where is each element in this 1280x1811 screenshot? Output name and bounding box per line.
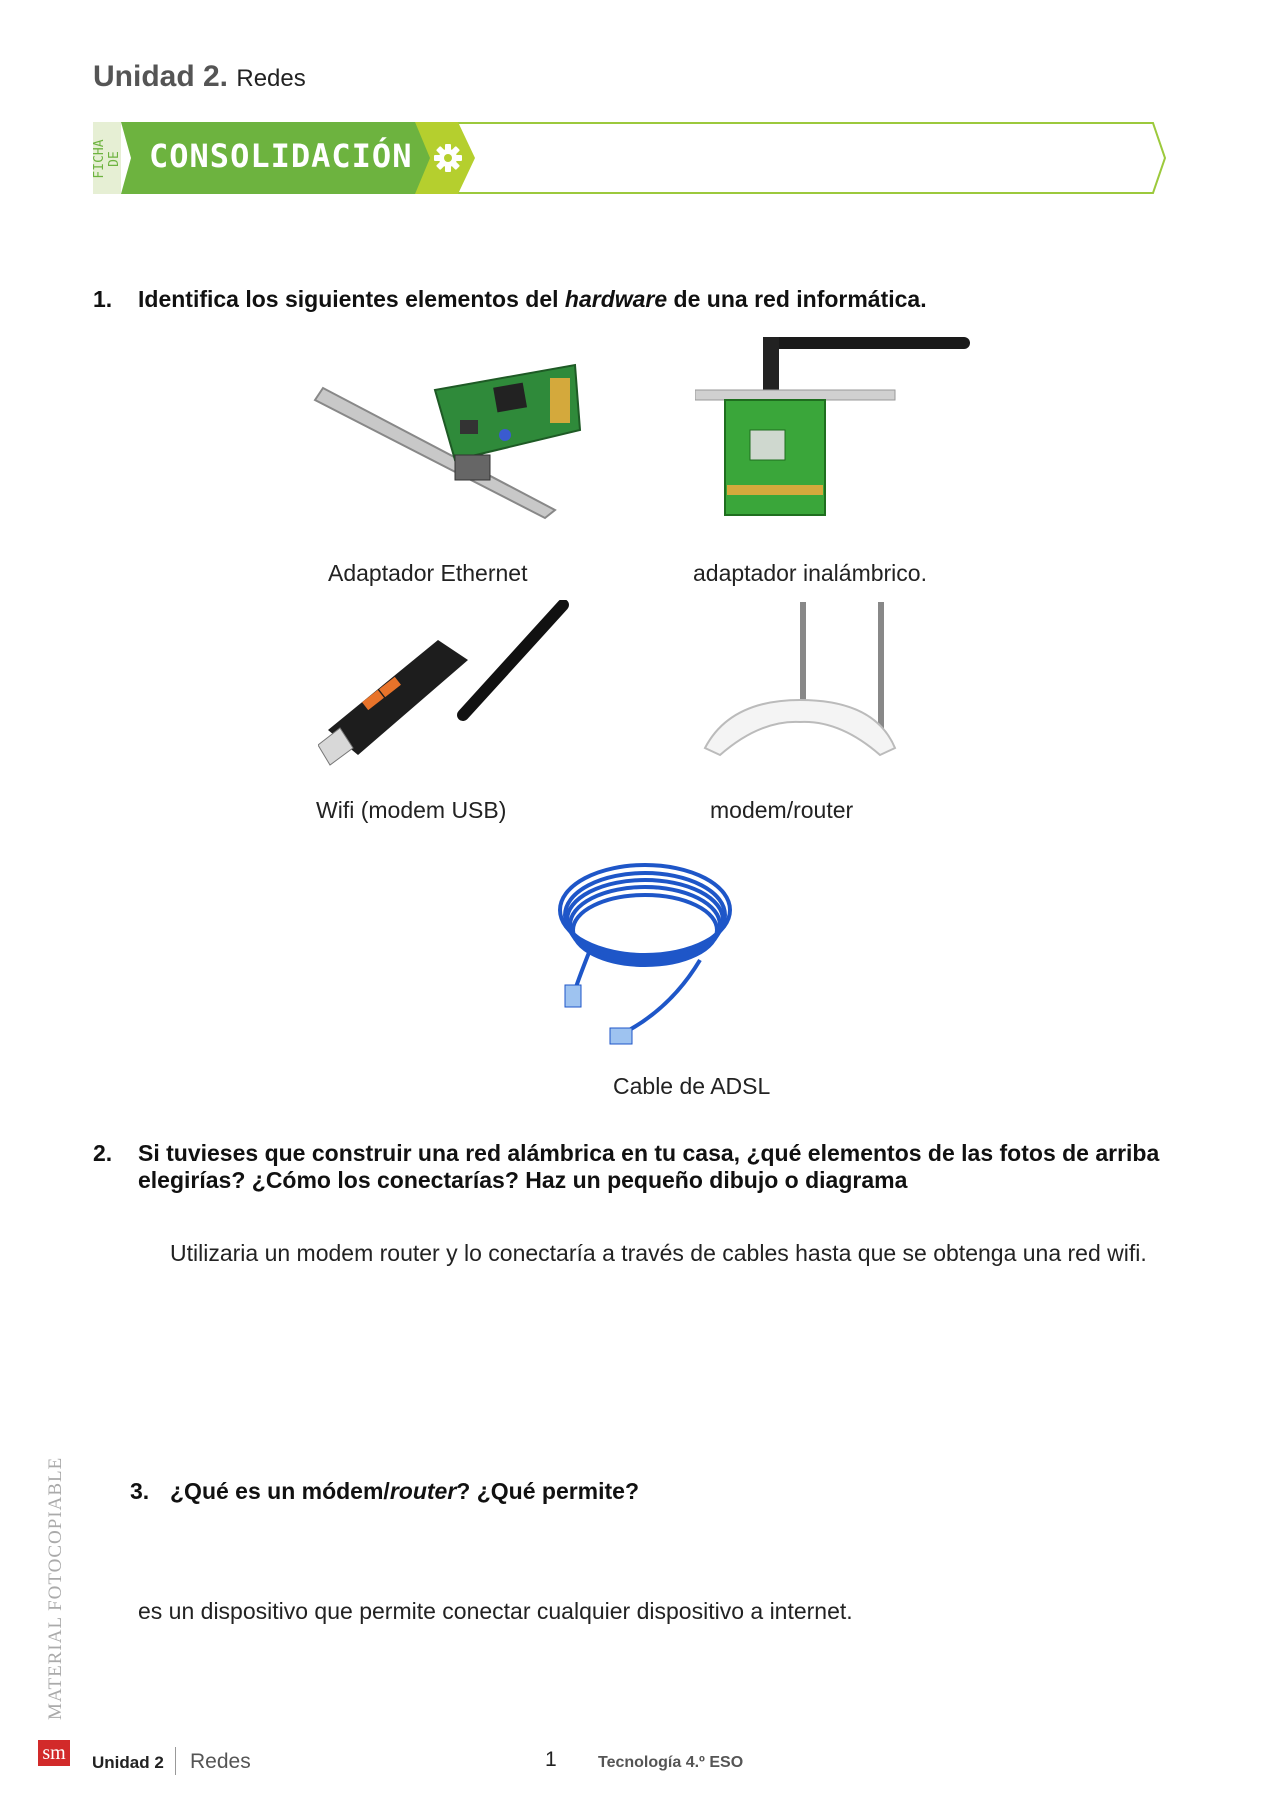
page-number: 1 <box>545 1748 557 1771</box>
caption-cable: Cable de ADSL <box>613 1073 771 1099</box>
banner-side-label: FICHA DE <box>92 139 122 179</box>
wireless-adapter-image <box>695 335 980 525</box>
footer-divider <box>175 1747 176 1775</box>
question-number: 3. <box>130 1478 150 1504</box>
ethernet-adapter-image <box>305 360 585 520</box>
ethernet-cable-image <box>550 850 740 1050</box>
question-1 <box>93 286 1193 313</box>
banner-title: CONSOLIDACIÓN <box>149 137 413 175</box>
caption-wireless-adapter: adaptador inalámbrico. <box>693 560 927 586</box>
unit-label: Unidad 2. <box>93 60 229 93</box>
footer-unit: Unidad 2 <box>92 1753 164 1772</box>
footer-course: Tecnología 4.º ESO <box>598 1754 744 1771</box>
question-text-line-1: Si tuvieses que construir una red alámbrica en tu casa, ¿qué elementos de las fotos de arriba <box>138 1140 1160 1166</box>
question-text: Identifica los siguientes elementos del hardware de una red informática. <box>138 286 927 312</box>
unit-topic: Redes <box>236 65 306 92</box>
answer-3: es un dispositivo que permite conectar cualquier dispositivo a internet. <box>138 1598 853 1624</box>
question-text-line-2: elegirías? ¿Cómo los conectarías? Haz un pequeño dibujo o diagrama <box>138 1167 908 1193</box>
question-text: ¿Qué es un módem/router? ¿Qué permite? <box>170 1478 640 1504</box>
footer-topic: Redes <box>190 1750 251 1773</box>
worksheet-banner <box>93 122 1168 194</box>
answer-2: Utilizaria un modem router y lo conectaría a través de cables hasta que se obtenga una red wifi. <box>170 1240 1147 1266</box>
usb-wifi-image <box>318 600 573 770</box>
caption-usb-wifi: Wifi (modem USB) <box>316 797 507 823</box>
caption-ethernet-adapter: Adaptador Ethernet <box>328 560 528 586</box>
caption-router: modem/router <box>710 797 854 823</box>
router-image <box>700 600 900 765</box>
unit-title <box>93 60 306 94</box>
question-2 <box>93 1140 1203 1194</box>
gear-icon <box>431 141 465 175</box>
photocopiable-watermark: MATERIAL FOTOCOPIABLE <box>45 1456 66 1720</box>
question-number: 2. <box>93 1140 113 1166</box>
question-3 <box>130 1478 1030 1505</box>
question-number: 1. <box>93 286 113 312</box>
sm-logo: sm <box>38 1740 70 1766</box>
